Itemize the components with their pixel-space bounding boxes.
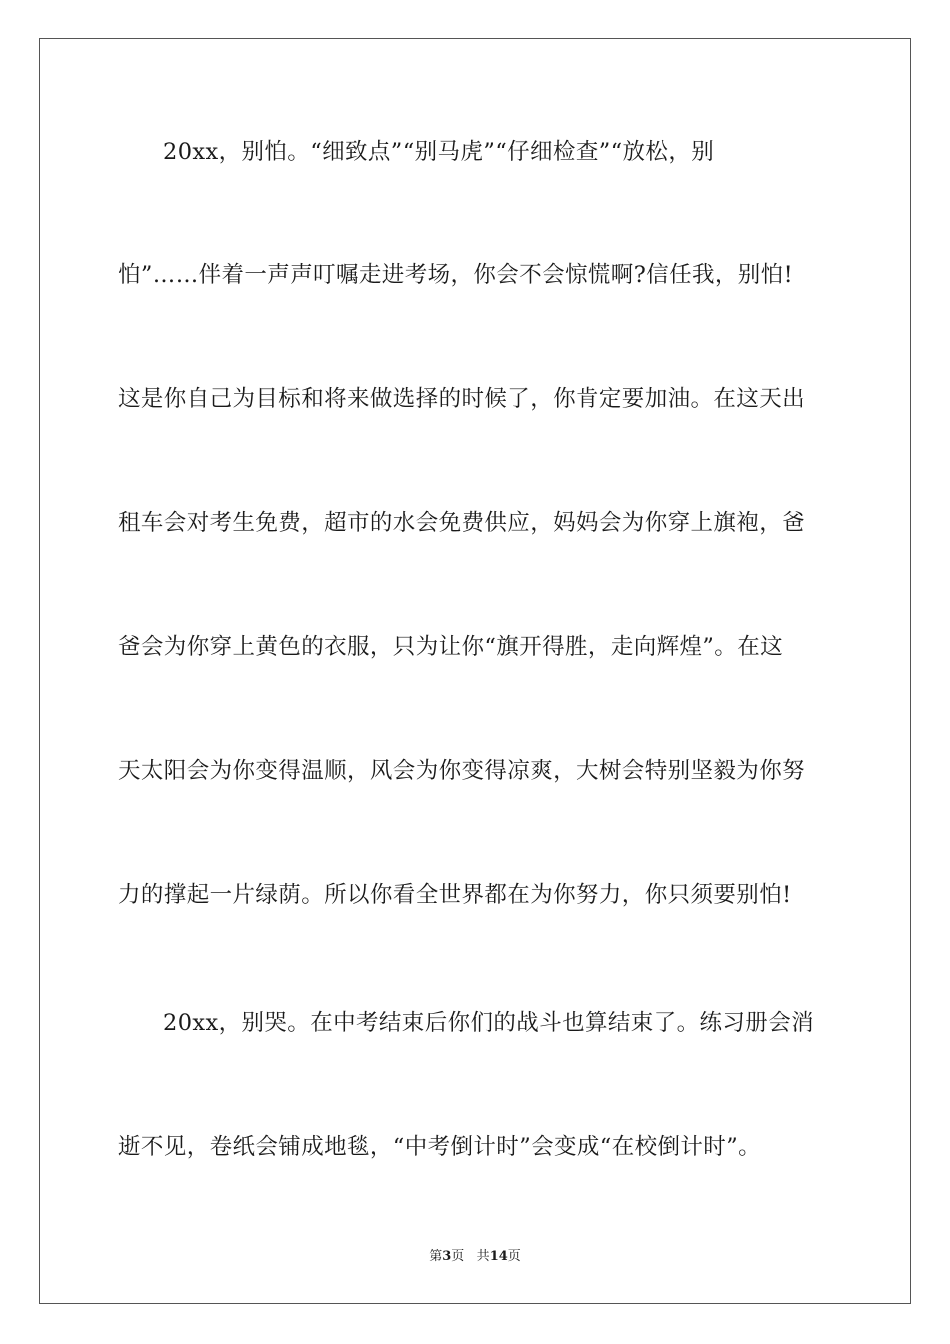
page-number: 3 (442, 1249, 452, 1264)
total-pages: 14 (489, 1249, 508, 1264)
paragraph-2-line-2: 逝不见，卷纸会铺成地毯，“中考倒计时”会变成“在校倒计时”。 (118, 1134, 762, 1160)
paragraph-1-line-2: 怕”……伴着一声声叮嘱走进考场，你会不会惊慌啊?信任我，别怕! (118, 262, 794, 288)
paragraph-1-line-7: 力的撑起一片绿荫。所以你看全世界都在为你努力，你只须要别怕! (118, 882, 792, 908)
paragraph-1-line-1: 20xx，别怕。“细致点”“别马虎”“仔细检查”“放松，别 (163, 139, 715, 165)
paragraph-1-line-4: 租车会对考生免费，超市的水会免费供应，妈妈会为你穿上旗袍，爸 (118, 510, 806, 536)
paragraph-1-line-5: 爸会为你穿上黄色的衣服，只为让你“旗开得胜，走向辉煌”。在这 (118, 634, 784, 660)
total-suffix: 页 (507, 1249, 521, 1264)
paragraph-1-line-3: 这是你自己为目标和将来做选择的时候了，你肯定要加油。在这天出 (118, 386, 806, 412)
paragraph-1-line-6: 天太阳会为你变得温顺，风会为你变得凉爽，大树会特别坚毅为你努 (118, 758, 806, 784)
paragraph-2-line-1: 20xx，别哭。在中考结束后你们的战斗也算结束了。练习册会消 (163, 1010, 815, 1036)
total-prefix: 共 (476, 1249, 490, 1264)
page-prefix: 第 (429, 1249, 443, 1264)
page-suffix: 页 (451, 1249, 465, 1264)
page-footer (0, 1248, 950, 1266)
page-border (39, 38, 911, 1304)
